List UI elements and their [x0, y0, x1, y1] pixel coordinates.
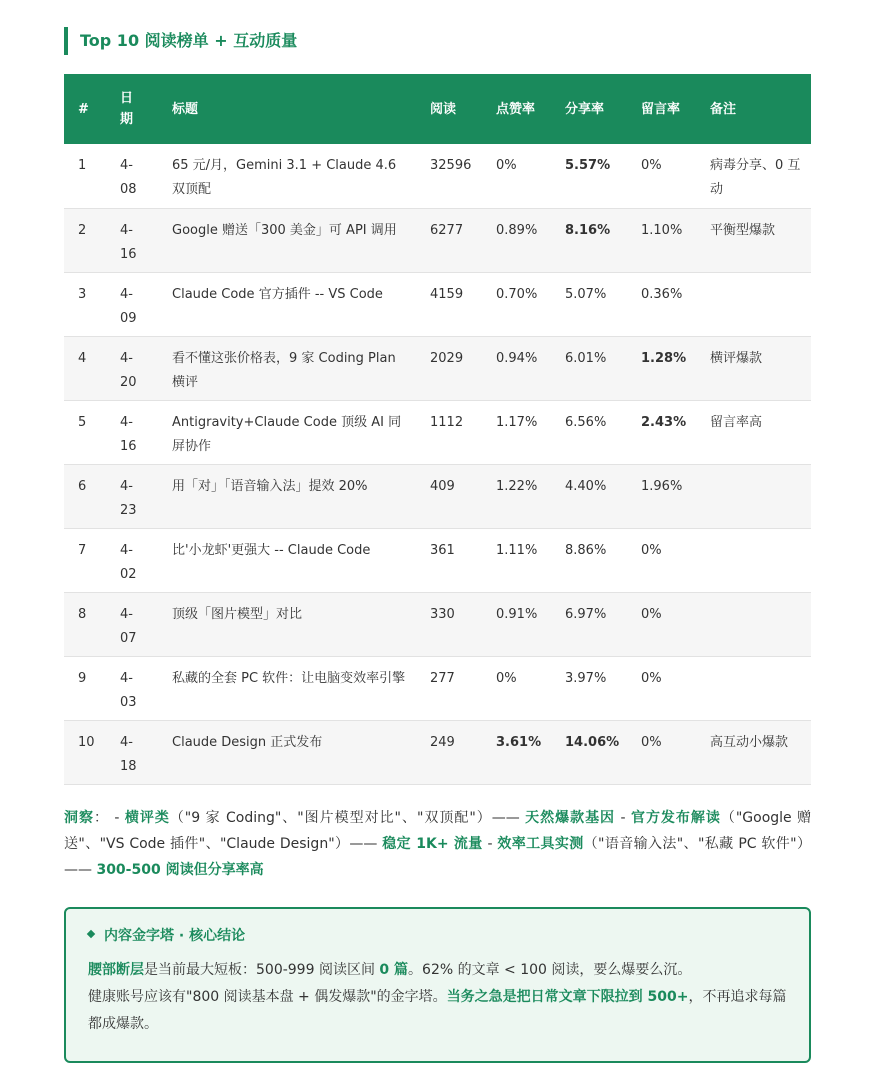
- cell-rank: 3: [64, 272, 106, 336]
- diamond-icon: [87, 929, 95, 937]
- insight-dash-2: -: [615, 809, 631, 826]
- cell-reads: 4159: [416, 272, 482, 336]
- cell-share-rate: 5.57%: [551, 144, 627, 208]
- cell-date: 4-18: [106, 720, 158, 784]
- insight-dash-3: -: [482, 835, 498, 852]
- table-row: [64, 400, 811, 464]
- cell-title: Claude Code 官方插件 -- VS Code: [158, 272, 416, 336]
- conclusion-priority: 当务之急是把日常文章下限拉到 500+: [446, 988, 689, 1005]
- header-date-text: 日期: [120, 91, 134, 127]
- insight-category-official: 官方发布解读: [630, 809, 721, 826]
- cell-share-rate: 6.97%: [551, 592, 627, 656]
- insight-official-conclusion: 稳定 1K+ 流量: [382, 835, 483, 852]
- cell-share-rate: 14.06%: [551, 720, 627, 784]
- cell-like-rate: 0%: [482, 144, 551, 208]
- header-like-rate: 点赞率: [482, 74, 551, 144]
- cell-comment-rate: 0%: [627, 528, 696, 592]
- cell-date: 4-03: [106, 656, 158, 720]
- insight-dash-1: -: [108, 809, 125, 826]
- section-title: Top 10 阅读榜单 + 互动质量: [64, 27, 811, 55]
- conclusion-line-1: [88, 957, 787, 984]
- table-row: [64, 592, 811, 656]
- cell-note: [696, 656, 811, 720]
- cell-comment-rate: 0%: [627, 144, 696, 208]
- header-share-rate: 分享率: [551, 74, 627, 144]
- cell-reads: 277: [416, 656, 482, 720]
- cell-reads: 361: [416, 528, 482, 592]
- cell-date: 4-16: [106, 400, 158, 464]
- cell-share-rate: 8.86%: [551, 528, 627, 592]
- cell-like-rate: 1.22%: [482, 464, 551, 528]
- cell-share-rate: 3.97%: [551, 656, 627, 720]
- cell-comment-rate: 0%: [627, 592, 696, 656]
- cell-note: [696, 272, 811, 336]
- cell-comment-rate: 1.10%: [627, 208, 696, 272]
- cell-title: Google 赠送「300 美金」可 API 调用: [158, 208, 416, 272]
- conclusion-line-1-tail: 。62% 的文章 < 100 阅读，要么爆要么沉。: [408, 961, 692, 978]
- table-row: [64, 208, 811, 272]
- conclusion-title-text: 内容金字塔 · 核心结论: [104, 927, 246, 944]
- conclusion-zero-count: 0 篇: [379, 961, 409, 978]
- cell-comment-rate: 1.28%: [627, 336, 696, 400]
- cell-reads: 249: [416, 720, 482, 784]
- cell-date: 4-07: [106, 592, 158, 656]
- cell-note: 留言率高: [696, 400, 811, 464]
- cell-comment-rate: 0%: [627, 656, 696, 720]
- cell-like-rate: 1.17%: [482, 400, 551, 464]
- cell-reads: 2029: [416, 336, 482, 400]
- cell-reads: 409: [416, 464, 482, 528]
- table-row: [64, 720, 811, 784]
- cell-date: 4-09: [106, 272, 158, 336]
- table-row: [64, 336, 811, 400]
- report-page: [64, 0, 811, 1063]
- table-body: [64, 144, 811, 784]
- cell-share-rate: 5.07%: [551, 272, 627, 336]
- conclusion-box: [64, 907, 811, 1063]
- cell-reads: 32596: [416, 144, 482, 208]
- cell-rank: 1: [64, 144, 106, 208]
- cell-like-rate: 0%: [482, 656, 551, 720]
- cell-comment-rate: 0.36%: [627, 272, 696, 336]
- insight-review-examples: （"9 家 Coding"、"图片模型对比"、"双顶配"）——: [169, 809, 526, 826]
- cell-share-rate: 6.01%: [551, 336, 627, 400]
- insight-colon: ：: [93, 809, 109, 826]
- cell-reads: 330: [416, 592, 482, 656]
- table-row: [64, 656, 811, 720]
- table-header-row: [64, 74, 811, 144]
- cell-title: 用「对」「语音输入法」提效 20%: [158, 464, 416, 528]
- header-date: [106, 74, 158, 144]
- cell-title: 比'小龙虾'更强大 -- Claude Code: [158, 528, 416, 592]
- cell-rank: 5: [64, 400, 106, 464]
- cell-rank: 10: [64, 720, 106, 784]
- cell-share-rate: 8.16%: [551, 208, 627, 272]
- cell-title: Claude Design 正式发布: [158, 720, 416, 784]
- insight-label: 洞察: [64, 809, 94, 826]
- cell-title: 顶级「图片模型」对比: [158, 592, 416, 656]
- cell-rank: 8: [64, 592, 106, 656]
- cell-note: 横评爆款: [696, 336, 811, 400]
- conclusion-line-2-text: 健康账号应该有"800 阅读基本盘 + 偶发爆款"的金字塔。: [88, 988, 447, 1005]
- cell-comment-rate: 2.43%: [627, 400, 696, 464]
- header-title: 标题: [158, 74, 416, 144]
- conclusion-line-2: [88, 984, 787, 1038]
- cell-date: 4-02: [106, 528, 158, 592]
- insight-category-tools: 效率工具实测: [497, 835, 584, 852]
- cell-title: Antigravity+Claude Code 顶级 AI 同屏协作: [158, 400, 416, 464]
- table-row: [64, 528, 811, 592]
- cell-note: [696, 464, 811, 528]
- cell-share-rate: 6.56%: [551, 400, 627, 464]
- cell-like-rate: 0.70%: [482, 272, 551, 336]
- cell-date: 4-23: [106, 464, 158, 528]
- insight-review-conclusion: 天然爆款基因: [525, 809, 616, 826]
- cell-date: 4-20: [106, 336, 158, 400]
- insight-paragraph: [64, 805, 811, 883]
- insight-official-examples: （"Google 赠送"、"VS Code 插件"、"Claude Design"）——: [64, 809, 812, 852]
- cell-title: 私藏的全套 PC 软件：让电脑变效率引擎: [158, 656, 416, 720]
- cell-title: 看不懂这张价格表，9 家 Coding Plan 横评: [158, 336, 416, 400]
- cell-like-rate: 0.89%: [482, 208, 551, 272]
- header-comment-rate: 留言率: [627, 74, 696, 144]
- cell-rank: 6: [64, 464, 106, 528]
- cell-title: 65 元/月，Gemini 3.1 + Claude 4.6 双顶配: [158, 144, 416, 208]
- conclusion-title: [88, 923, 787, 949]
- header-reads: 阅读: [416, 74, 482, 144]
- cell-note: [696, 528, 811, 592]
- cell-comment-rate: 0%: [627, 720, 696, 784]
- cell-reads: 1112: [416, 400, 482, 464]
- cell-like-rate: 0.94%: [482, 336, 551, 400]
- cell-rank: 2: [64, 208, 106, 272]
- cell-comment-rate: 1.96%: [627, 464, 696, 528]
- table-row: [64, 464, 811, 528]
- insight-tools-examples: （"语音输入法"、"私藏 PC 软件"）——: [64, 835, 811, 878]
- cell-note: 平衡型爆款: [696, 208, 811, 272]
- cell-date: 4-16: [106, 208, 158, 272]
- cell-rank: 7: [64, 528, 106, 592]
- cell-date: 4-08: [106, 144, 158, 208]
- header-rank: #: [64, 74, 106, 144]
- table-header: [64, 74, 811, 144]
- insight-tools-conclusion: 300-500 阅读但分享率高: [96, 861, 264, 878]
- ranking-table: [64, 74, 811, 785]
- table-row: [64, 272, 811, 336]
- conclusion-line-2-tail: ，不再追求每篇都成爆款。: [88, 988, 787, 1032]
- cell-like-rate: 0.91%: [482, 592, 551, 656]
- cell-like-rate: 3.61%: [482, 720, 551, 784]
- cell-rank: 4: [64, 336, 106, 400]
- cell-like-rate: 1.11%: [482, 528, 551, 592]
- insight-category-review: 横评类: [124, 809, 170, 826]
- cell-reads: 6277: [416, 208, 482, 272]
- cell-note: [696, 592, 811, 656]
- cell-note: 高互动小爆款: [696, 720, 811, 784]
- conclusion-keyword-gap: 腰部断层: [88, 961, 144, 978]
- cell-note: 病毒分享、0 互动: [696, 144, 811, 208]
- cell-share-rate: 4.40%: [551, 464, 627, 528]
- table-row: [64, 144, 811, 208]
- header-note: 备注: [696, 74, 811, 144]
- cell-rank: 9: [64, 656, 106, 720]
- conclusion-line-1-text: 是当前最大短板：500-999 阅读区间: [144, 961, 380, 978]
